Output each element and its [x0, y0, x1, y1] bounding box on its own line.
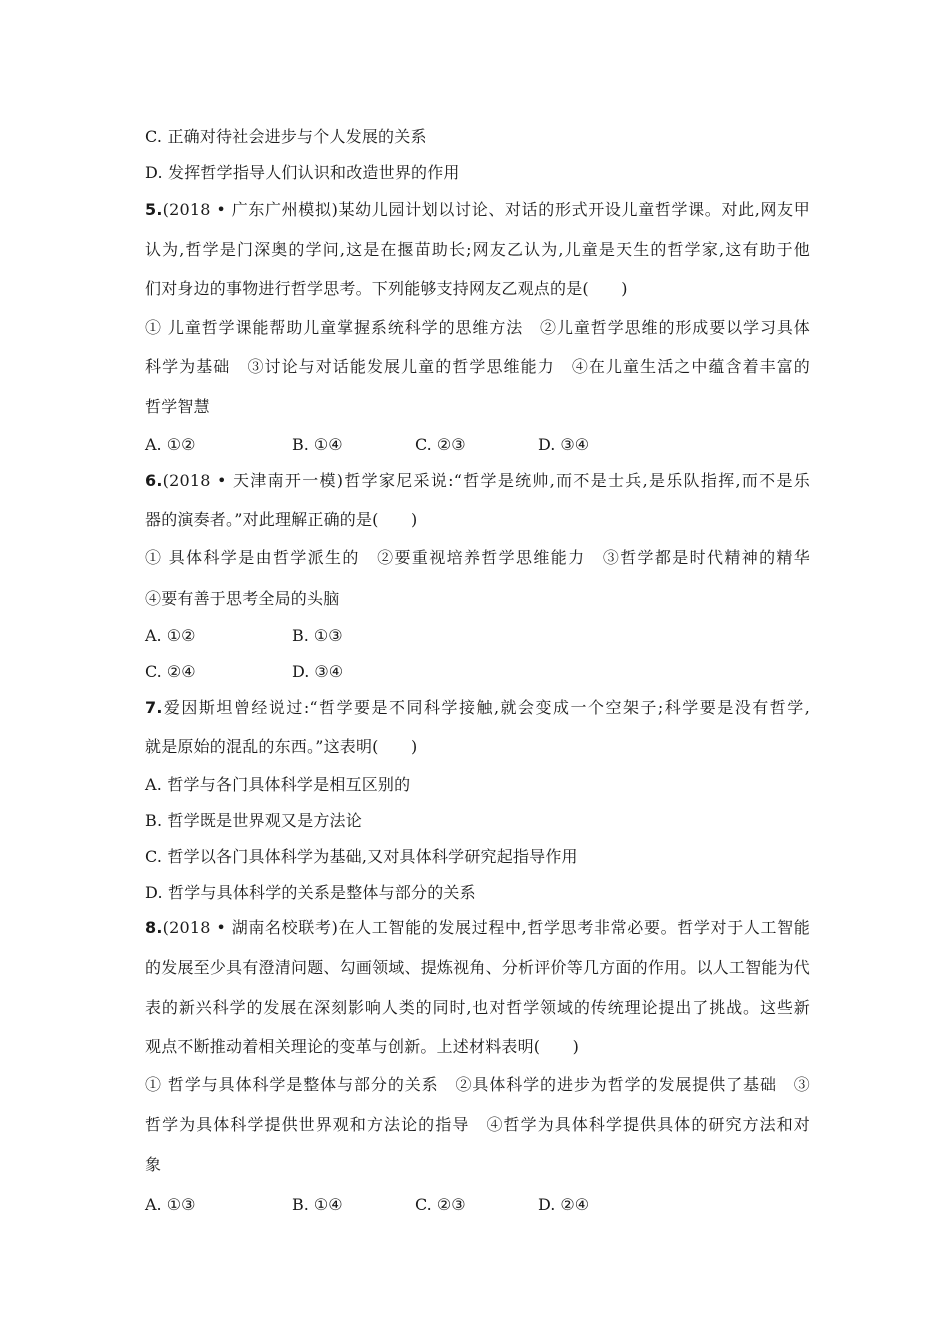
q8-statement-line-3: 象 — [145, 1155, 162, 1174]
q8-option-c: C. ②③ — [415, 1195, 466, 1214]
q6-statement-line-2: ④要有善于思考全局的头脑 — [145, 589, 340, 608]
q6-option-b: B. ①③ — [292, 626, 343, 645]
q8-option-a: A. ①③ — [145, 1195, 196, 1214]
q6-option-d: D. ③④ — [292, 662, 344, 681]
q5-stem-line-1: 5.(2018 • 广东广州模拟)某幼儿园计划以讨论、对话的形式开设儿童哲学课。对此,网友甲 — [145, 200, 810, 219]
prev-option-c: C. 正确对待社会进步与个人发展的关系 — [145, 127, 427, 146]
q8-stem-line-2: 的发展至少具有澄清问题、勾画领域、提炼视角、分析评价等几方面的作用。以人工智能为代 — [145, 958, 810, 977]
q5-option-c: C. ②③ — [415, 435, 466, 454]
q8-option-d: D. ②④ — [538, 1195, 590, 1214]
q8-statement-line-1: ① 哲学与具体科学是整体与部分的关系 ②具体科学的进步为哲学的发展提供了基础 ③ — [145, 1075, 810, 1094]
q6-stem-line-2: 器的演奏者。”对此理解正确的是( ) — [145, 510, 418, 529]
q5-option-d: D. ③④ — [538, 435, 590, 454]
q5-statement-line-2: 科学为基础 ③讨论与对话能发展儿童的哲学思维能力 ④在儿童生活之中蕴含着丰富的 — [145, 357, 810, 376]
q8-option-b: B. ①④ — [292, 1195, 343, 1214]
q7-number: 7. — [145, 698, 163, 717]
q5-statement-line-3: 哲学智慧 — [145, 397, 210, 416]
q6-number: 6. — [145, 471, 163, 490]
q5-stem-line-2: 认为,哲学是门深奥的学问,这是在揠苗助长;网友乙认为,儿童是天生的哲学家,这有助于他 — [145, 240, 810, 259]
q5-stem-line-3: 们对身边的事物进行哲学思考。下列能够支持网友乙观点的是( ) — [145, 279, 628, 298]
q7-stem-line-1: 7.爱因斯坦曾经说过:“哲学要是不同科学接触,就会变成一个空架子;科学要是没有哲学, — [145, 698, 810, 717]
q7-option-c: C. 哲学以各门具体科学为基础,又对具体科学研究起指导作用 — [145, 847, 578, 866]
q5-statement-line-1: ① 儿童哲学课能帮助儿童掌握系统科学的思维方法 ②儿童哲学思维的形成要以学习具体 — [145, 318, 810, 337]
q7-option-a: A. 哲学与各门具体科学是相互区别的 — [145, 775, 411, 794]
q6-stem-line-1: 6.(2018 • 天津南开一模)哲学家尼采说:“哲学是统帅,而不是士兵,是乐队指挥,而不是乐 — [145, 471, 810, 490]
q5-option-a: A. ①② — [145, 435, 196, 454]
q8-stem-line-4: 观点不断推动着相关理论的变革与创新。上述材料表明( ) — [145, 1037, 580, 1056]
q8-stem-line-3: 表的新兴科学的发展在深刻影响人类的同时,也对哲学领域的传统理论提出了挑战。这些新 — [145, 998, 810, 1017]
q8-statement-line-2: 哲学为具体科学提供世界观和方法论的指导 ④哲学为具体科学提供具体的研究方法和对 — [145, 1115, 810, 1134]
q5-number: 5. — [145, 200, 163, 219]
prev-option-d: D. 发挥哲学指导人们认识和改造世界的作用 — [145, 163, 460, 182]
q8-stem-line-1: 8.(2018 • 湖南名校联考)在人工智能的发展过程中,哲学思考非常必要。哲学对于人工智能 — [145, 918, 810, 937]
q8-number: 8. — [145, 918, 163, 937]
q7-option-b: B. 哲学既是世界观又是方法论 — [145, 811, 362, 830]
q6-option-a: A. ①② — [145, 626, 196, 645]
q6-statement-line-1: ① 具体科学是由哲学派生的 ②要重视培养哲学思维能力 ③哲学都是时代精神的精华 — [145, 548, 810, 567]
q7-stem-line-2: 就是原始的混乱的东西。”这表明( ) — [145, 737, 418, 756]
q5-option-b: B. ①④ — [292, 435, 343, 454]
q7-option-d: D. 哲学与具体科学的关系是整体与部分的关系 — [145, 883, 476, 902]
q6-option-c: C. ②④ — [145, 662, 196, 681]
